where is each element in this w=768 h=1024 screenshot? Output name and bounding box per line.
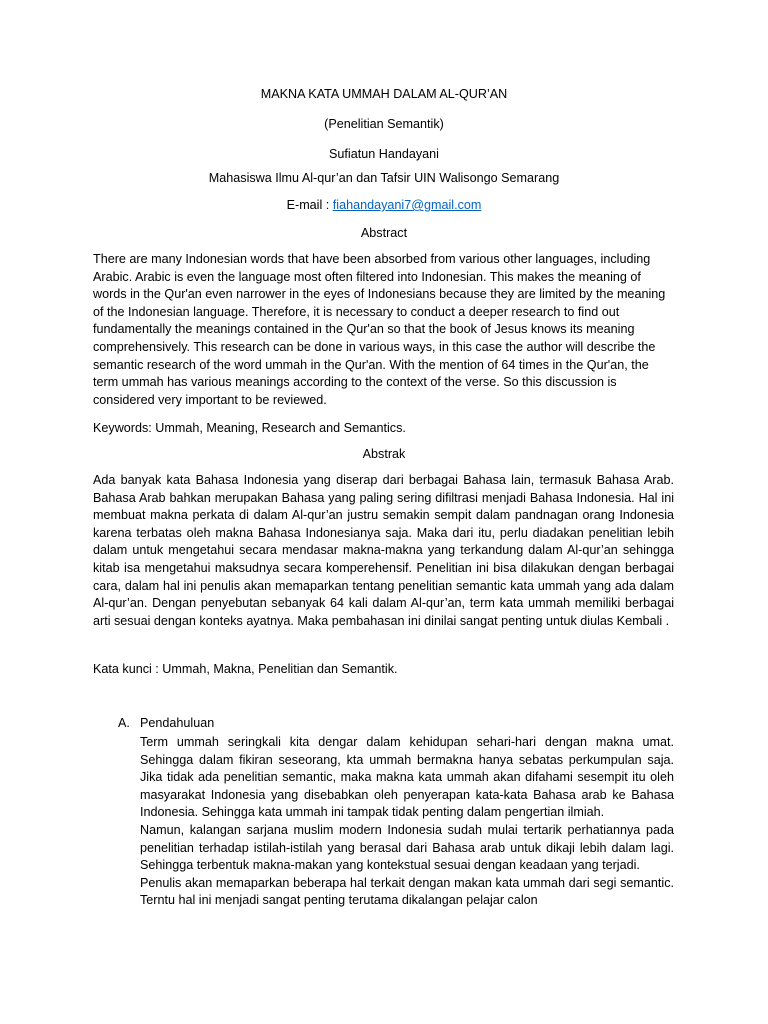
section-paragraph: Namun, kalangan sarjana muslim modern Indonesia sudah mulai tertarik perhatiannya pada penelitian terhadap istilah-istilah yang berasal dari Bahasa arab untuk dikaji lebih dalam lagi. Sehingga terbentuk makna-makan yang kontekstual sesuai dengan keadaan yang terjadi.: [140, 822, 674, 873]
author-affiliation: Mahasiswa Ilmu Al-qur’an dan Tafsir UIN Walisongo Semarang: [208, 171, 560, 185]
abstract-body: There are many Indonesian words that have been absorbed from various other languages, including Arabic. Arabic is even the language most often filtered into Indonesian. This makes the meaning of words in the Qur'an even narrower in the eyes of Indonesians because they are limited by the meaning of the Indonesian language. Therefore, it is necessary to conduct a deeper research to find out fundamentally the meanings contained in the Qur'an so that the book of Jesus knows its meaning comprehensively. This research can be done in various ways, in this case the author will describe the semantic research of the word ummah in the Qur'an. With the mention of 64 times in the Qur'an, the term ummah has various meanings according to the context of the verse. So this discussion is considered very important to be reviewed.: [93, 252, 666, 407]
abstrak-heading: Abstrak: [362, 447, 406, 461]
email-line: [0, 197, 768, 215]
section-paragraph: Penulis akan memaparkan beberapa hal terkait dengan makan kata ummah dari segi semantic. Terntu hal ini menjadi sangat penting terutama dikalangan pelajar calon: [140, 875, 674, 908]
email-label: E-mail :: [286, 198, 330, 212]
section-body: [140, 734, 674, 910]
section-heading: [118, 715, 214, 733]
paper-title: MAKNA KATA UMMAH DALAM AL-QUR’AN: [260, 87, 508, 101]
author-name: Sufiatun Handayani: [329, 147, 439, 161]
section-number: A.: [118, 716, 130, 730]
keywords-line: Keywords: Ummah, Meaning, Research and Semantics.: [93, 421, 406, 435]
section-paragraph: Term ummah seringkali kita dengar dalam kehidupan sehari-hari dengan makna umat. Sehingga dalam fikiran seseorang, kta ummah bermakna hanya sebatas perkumpulan saja. Jika tidak ada penelitian semantic, maka makna kata ummah akan difahami sesempit itu oleh masyarakat Indonesia yang disebabkan oleh penyerapan kata-kata Bahasa arab ke Bahasa Indonesia. Sehingga kata ummah ini tampak tidak penting dalam pengertian ilmiah.: [140, 735, 674, 820]
abstract-heading: Abstract: [360, 226, 408, 240]
kata-kunci-line: Kata kunci : Ummah, Makna, Penelitian dan Semantik.: [93, 662, 398, 676]
email-link[interactable]: fiahandayani7@gmail.com: [332, 198, 482, 212]
abstrak-body: Ada banyak kata Bahasa Indonesia yang diserap dari berbagai Bahasa lain, termasuk Bahasa Arab. Bahasa Arab bahkan merupakan Bahasa yang paling sering difiltrasi menjadi Bahasa Indonesia. Hal ini membuat makna perkata di dalam Al-qur’an justru semakin sempit dalam pandnagan orang Indonesia karena terbatas oleh makna Bahasa Indonesianya saja. Maka dari itu, perlu diadakan penelitian lebih dalam untuk mengetahui secara mendasar makna-makna yang terkandung dalam Al-qur’an sehingga kitab isa mengetahui maksudnya secara komperehensif. Penelitian ini bisa dilakukan dengan berbagai cara, dalam hal ini penulis akan memaparkan tentang penelitian semantic kata ummah yang ada dalam Al-qur’an. Dengan penyebutan sebanyak 64 kali dalam Al-qur’an, term kata ummah memiliki berbagai arti sesuai dengan konteks ayatnya. Maka pembahasan ini dinilai sangat penting untuk diulas Kembali .: [93, 473, 674, 628]
paper-subtitle: (Penelitian Semantik): [324, 117, 444, 131]
section-title: Pendahuluan: [140, 716, 215, 730]
